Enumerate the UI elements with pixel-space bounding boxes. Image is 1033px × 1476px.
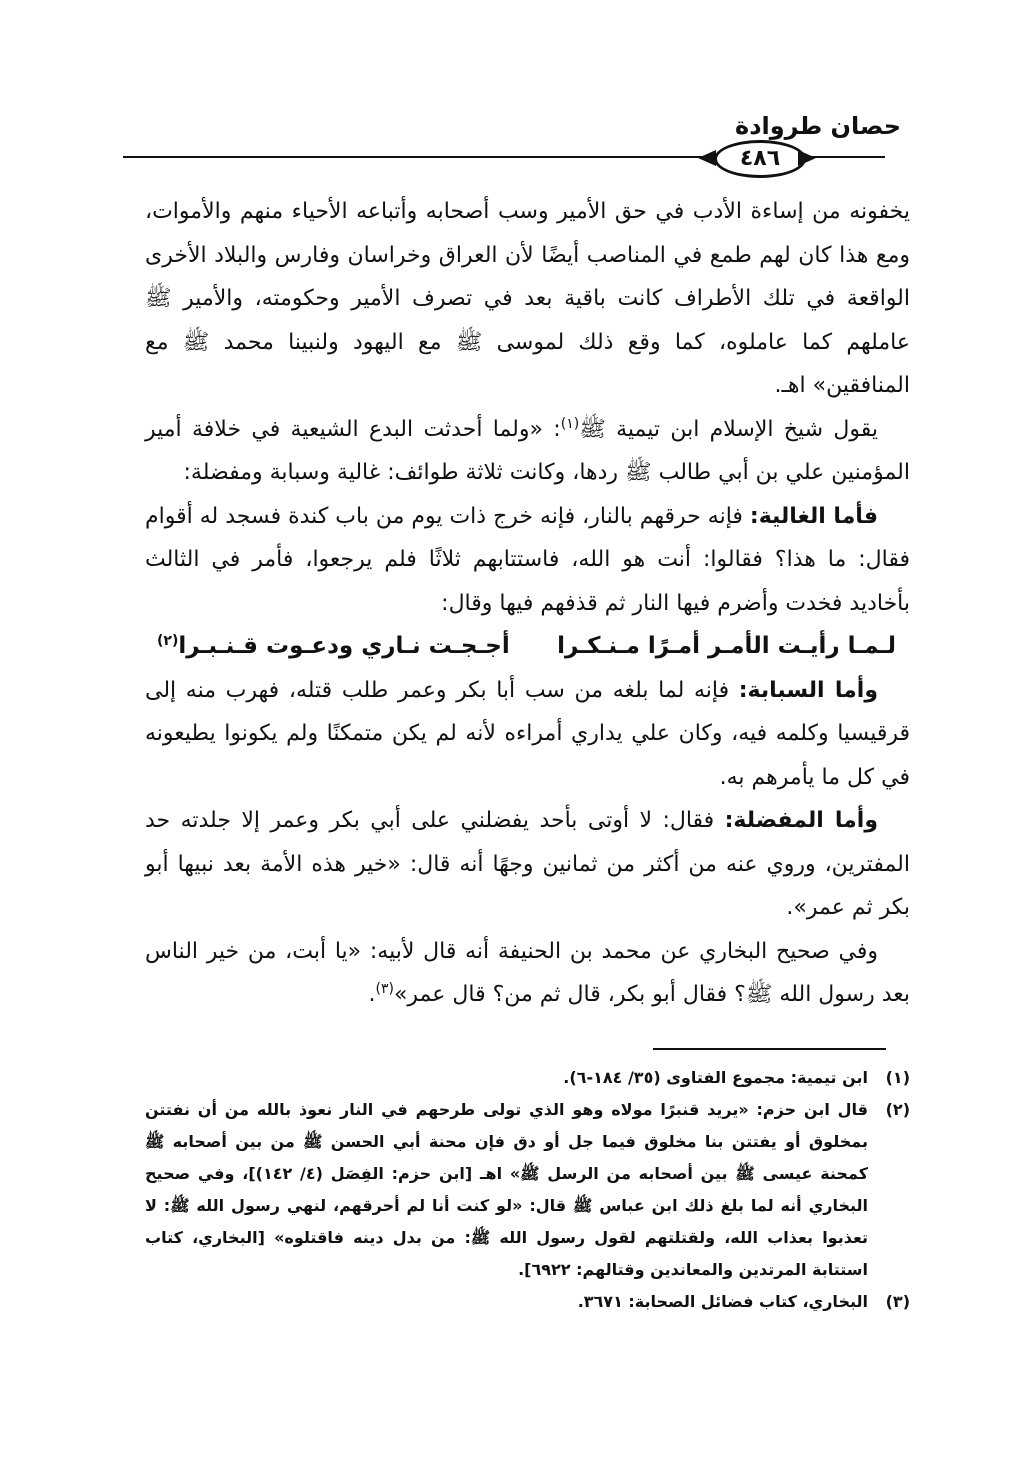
paragraph-ibn-taymiyyah bbox=[145, 408, 910, 495]
paragraph-sabbaba bbox=[145, 669, 910, 800]
page-number: ٤٨٦ bbox=[714, 140, 806, 178]
footnote-ref-1[interactable]: (١) bbox=[560, 415, 580, 432]
paragraph-text: فإنه لما بلغه من سب أبا بكر وعمر طلب قتله، فهرب منه إلى قرقيسيا وكلمه فيه، وكان علي يداري أمراءه لأنه لم يكن متمكنًا ولم يكونوا يطيعونه في كل ما يأمرهم به. bbox=[145, 677, 910, 790]
footnote-separator bbox=[653, 1048, 886, 1050]
section-lead: وأما المفضلة: bbox=[724, 808, 878, 833]
main-text bbox=[145, 190, 910, 1017]
footnote-text: البخاري، كتاب فضائل الصحابة: ٣٦٧١. bbox=[577, 1292, 868, 1311]
footnote-1 bbox=[145, 1062, 910, 1094]
footnote-ref-3[interactable]: (٣) bbox=[375, 981, 394, 997]
paragraph-mufaddila bbox=[145, 799, 910, 930]
footnote-text: قال ابن حزم: «يريد قنبرًا مولاه وهو الذي تولى طرحهم في النار نعوذ بالله من أن نفتتن بمخلوق أو يفتتن بنا مخلوق فيما جل أو دق فإن محنة أبي الحسن ﷺ من بين أصحابه ﷺ كمحنة عيسى ﷺ بين أصحابه من الرسل ﷺ» اهـ [ابن حزم: الفِصَل (٤/ ١٤٢)]، وفي صحيح البخاري أنه لما بلغ ذلك ابن عباس ﷺ قال: «لو كنت أنا لم أحرقهم، لنهي رسول الله ﷺ: لا تعذبوا بعذاب الله، ولقتلتهم لقول رسول الله ﷺ: من بدل دينه فاقتلوه» [البخاري، كتاب استتابة المرتدين والمعاندين وقتالهم: ٦٩٢٢]. bbox=[145, 1100, 868, 1279]
section-lead: فأما الغالية: bbox=[749, 503, 878, 529]
paragraph-text: : «ولما أحدثت البدع الشيعية في خلافة أمير المؤمنين علي بن أبي طالب ﷺ ردها، وكانت ثلاثة طوائف: غالية وسبابة ومفضلة: bbox=[145, 416, 910, 485]
footnote-2 bbox=[145, 1094, 910, 1286]
verse-second-hemistich bbox=[157, 625, 510, 669]
poetry-verse bbox=[145, 625, 910, 669]
paragraph-text: . bbox=[368, 982, 376, 1007]
ornament-right-point bbox=[798, 150, 816, 166]
footnote-ref-2[interactable]: (٢) bbox=[157, 633, 179, 649]
section-lead: وأما السبابة: bbox=[738, 677, 878, 703]
footnote-number: (٢) bbox=[885, 1100, 910, 1119]
verse-second-text: أجـجـت نـاري ودعـوت قـنـبـرا bbox=[178, 633, 510, 659]
verse-first-hemistich: لـمـا رأيـت الأمـر أمـرًا مـنـكـرا bbox=[557, 633, 896, 659]
paragraph-continuation bbox=[145, 190, 910, 408]
footnote-text: ابن تيمية: مجموع الفتاوى (٣٥/ ١٨٤-٦). bbox=[563, 1068, 868, 1087]
paragraph-text: يقول شيخ الإسلام ابن تيمية ﷺ bbox=[579, 416, 879, 442]
paragraph-text: فقال: لا أوتى بأحد يفضلني على أبي بكر وعمر إلا جلدته حد المفترين، وروي عنه من أكثر من ثمانين وجهًا أنه قال: «خير هذه الأمة بعد نبيها أبو بكر ثم عمر». bbox=[145, 808, 910, 920]
page-number-ornament bbox=[690, 140, 820, 176]
paragraph-ghaliya bbox=[145, 495, 910, 626]
paragraph-text: يخفونه من إساءة الأدب في حق الأمير وسب أصحابه وأتباعه الأحياء منهم والأموات، ومع هذا كان لهم طمع في المناصب أيضًا لأن العراق وخراسان وفارس والبلاد الأخرى الواقعة في تلك الأطراف كانت باقية بعد في تصرف الأمير وحكومته، والأمير ﷺ عاملهم كما عاملوه، كما وقع ذلك لموسى ﷺ مع اليهود ولنبينا محمد ﷺ مع المنافقين» اهـ. bbox=[145, 199, 910, 398]
footnote-number: (١) bbox=[885, 1068, 910, 1087]
footnotes bbox=[145, 1062, 910, 1318]
paragraph-text: فإنه حرقهم بالنار، فإنه خرج ذات يوم من باب كندة فسجد له أقوام فقال: ما هذا؟ فقالوا: أنت هو الله، فاستتابهم ثلاثًا فلم يرجعوا، فأمر في الثالث بأخاديد فخدت وأضرم فيها النار ثم قذفهم فيها وقال: bbox=[145, 503, 910, 616]
footnote-3 bbox=[145, 1286, 910, 1318]
paragraph-bukhari bbox=[145, 930, 910, 1017]
running-title: حصان طروادة bbox=[735, 112, 901, 140]
paragraph-text: وفي صحيح البخاري عن محمد بن الحنيفة أنه قال لأبيه: «يا أبت، من خير الناس بعد رسول الله ﷺ؟ فقال أبو بكر، قال ثم من؟ قال عمر» bbox=[145, 938, 910, 1007]
footnote-number: (٣) bbox=[885, 1292, 910, 1311]
